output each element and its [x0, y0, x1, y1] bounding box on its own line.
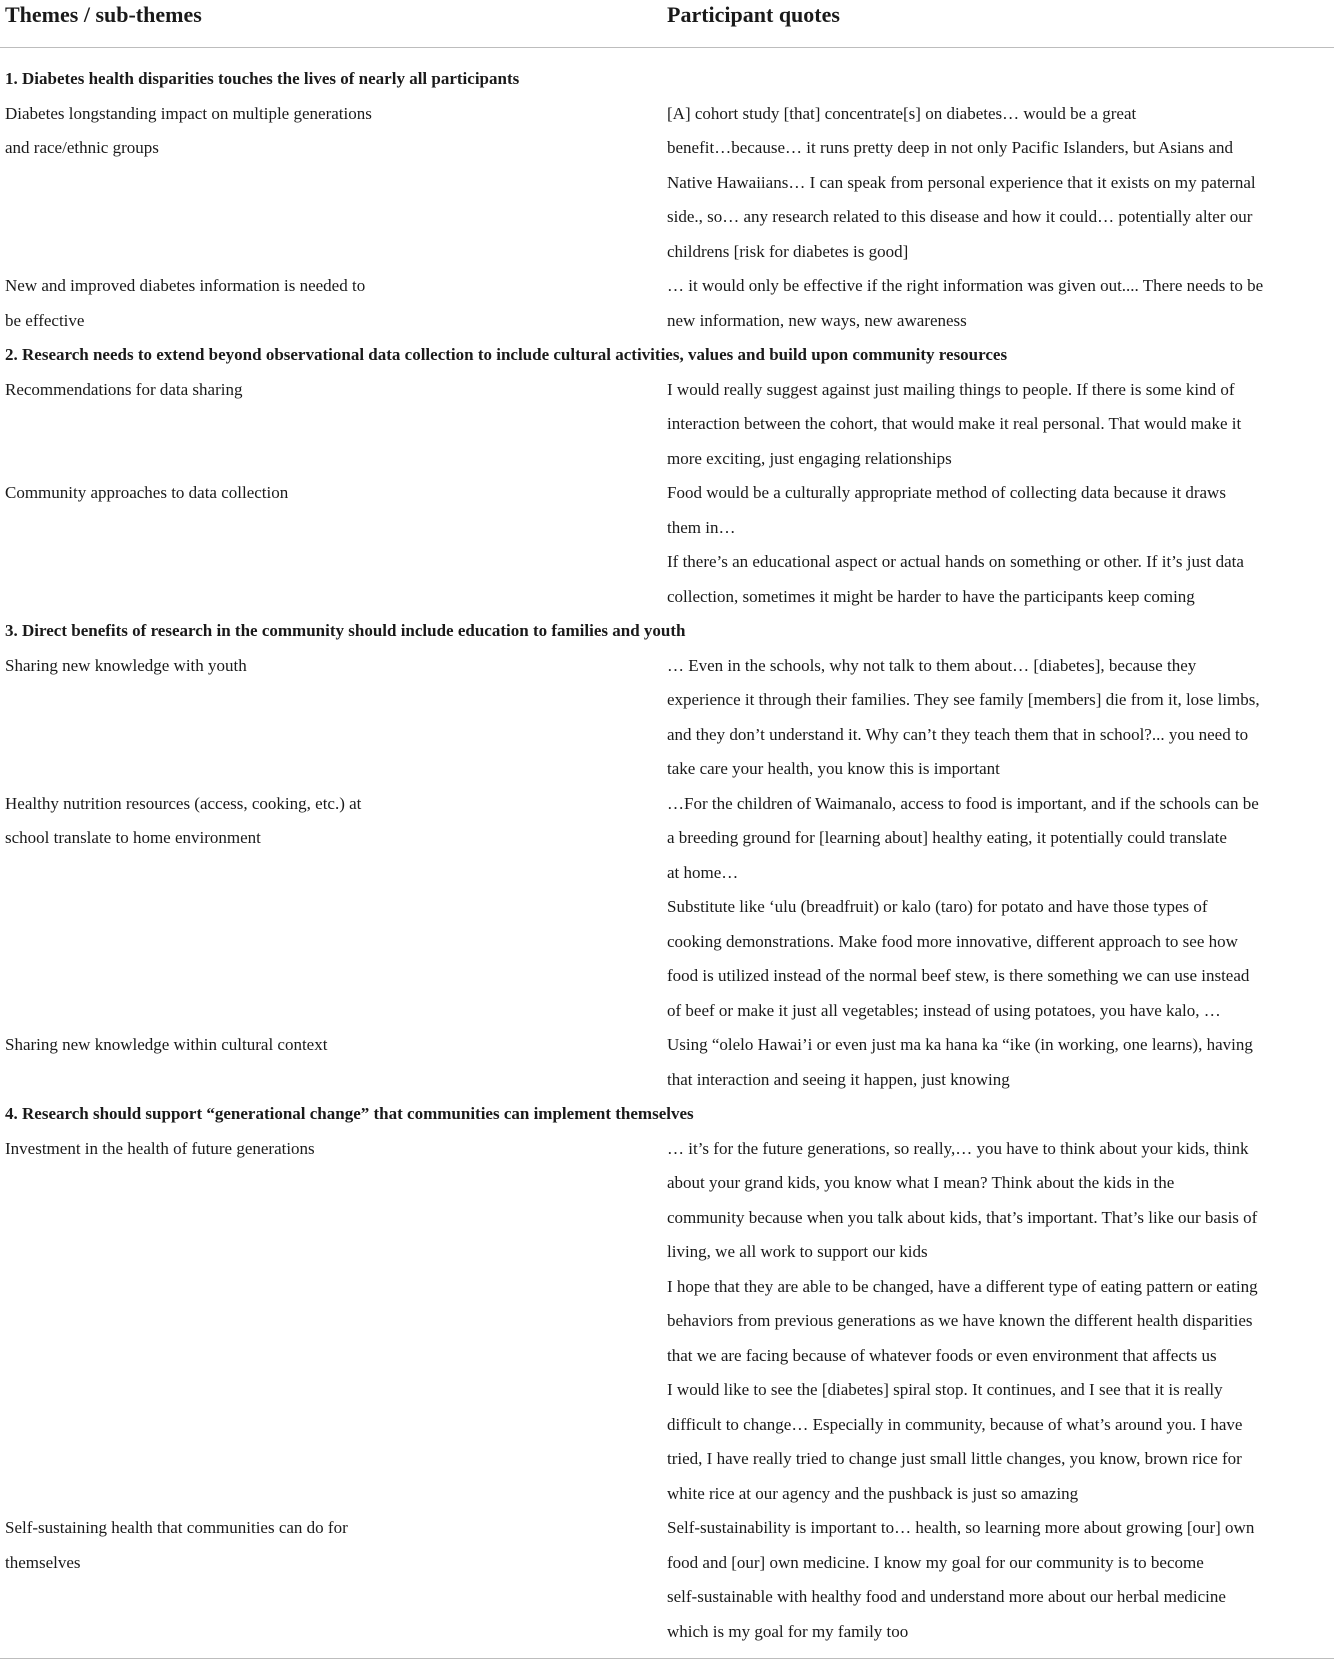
subtheme-row [0, 1511, 1334, 1649]
subtheme-label [5, 97, 425, 166]
quote-line: about your grand kids, you know what I mean? Think about the kids in the [667, 1173, 1175, 1192]
quote-line: interaction between the cohort, that would make it real personal. That would make it [667, 414, 1242, 433]
participant-quotes [667, 787, 1334, 1029]
quote-line: If there’s an educational aspect or actual hands on something or other. If it’s just data [667, 552, 1244, 571]
quote-line: community because when you talk about kids, that’s important. That’s like our basis of [667, 1207, 1258, 1227]
table-body [0, 62, 1334, 1649]
quote-line: [A] cohort study [that] concentrate[s] on diabetes… would be a great [667, 103, 1137, 123]
quote-line: a breeding ground for [learning about] healthy eating, it potentially could translate [667, 828, 1227, 847]
subtheme-row [0, 97, 1334, 270]
quote-line: at home… [667, 862, 739, 882]
quote [667, 269, 1334, 338]
participant-quotes [667, 1511, 1334, 1649]
subtheme-line: themselves [5, 1552, 81, 1572]
subtheme-row [0, 476, 1334, 614]
participant-quotes [667, 476, 1334, 614]
subtheme-line: Investment in the health of future generations [5, 1138, 315, 1158]
participant-quotes [667, 97, 1334, 270]
quote-line: food is utilized instead of the normal beef stew, is there something we can use instead [667, 966, 1250, 985]
quote-line: new information, new ways, new awareness [667, 310, 967, 330]
subtheme-line: Sharing new knowledge within cultural context [5, 1035, 328, 1054]
header-quotes: Participant quotes [667, 2, 840, 27]
header-themes: Themes / sub-themes [5, 2, 202, 27]
quote [667, 373, 1334, 477]
theme-heading: 1. Diabetes health disparities touches the lives of nearly all participants [5, 69, 520, 88]
subtheme-label [5, 787, 425, 856]
quote [667, 1270, 1334, 1374]
quote-line: experience it through their families. They see family [members] die from it, lose limbs, [667, 690, 1260, 709]
subtheme-line: Recommendations for data sharing [5, 379, 243, 399]
quote [667, 1028, 1334, 1097]
subtheme-label [5, 476, 425, 511]
quote-line: behaviors from previous generations as we have known the different health disparities [667, 1311, 1253, 1330]
quote [667, 787, 1334, 891]
participant-quotes [667, 373, 1334, 477]
theme-row [0, 1097, 1334, 1132]
theme-row [0, 62, 1334, 97]
subtheme-row [0, 1028, 1334, 1097]
subtheme-row [0, 373, 1334, 477]
subtheme-line: Self-sustaining health that communities can do for [5, 1518, 348, 1537]
quote-line: that interaction and seeing it happen, just knowing [667, 1069, 1010, 1089]
quote-line: difficult to change… Especially in community, because of what’s around you. I have [667, 1414, 1243, 1434]
quote-line: childrens [risk for diabetes is good] [667, 241, 909, 261]
participant-quotes [667, 269, 1334, 338]
quote-line: …For the children of Waimanalo, access to food is important, and if the schools can be [667, 793, 1259, 813]
subtheme-label [5, 373, 425, 408]
quote [667, 890, 1334, 1028]
quote [667, 649, 1334, 787]
subtheme-label [5, 1132, 425, 1167]
theme-heading: 4. Research should support “generational change” that communities can implement themselves [5, 1104, 694, 1123]
header-rule [0, 47, 1334, 48]
quote-line: collection, sometimes it might be harder to have the participants keep coming [667, 586, 1195, 606]
theme-heading: 3. Direct benefits of research in the community should include education to families and youth [5, 621, 686, 640]
bottom-rule [0, 1658, 1334, 1659]
quote-line: Native Hawaiians… I can speak from personal experience that it exists on my paternal [667, 172, 1256, 192]
participant-quotes [667, 1028, 1334, 1097]
quote [667, 545, 1334, 614]
quote-line: them in… [667, 517, 736, 537]
quote-line: which is my goal for my family too [667, 1621, 909, 1641]
subtheme-label [5, 269, 425, 338]
subtheme-label [5, 1028, 425, 1063]
subtheme-label [5, 1511, 425, 1580]
quote-line: self-sustainable with healthy food and understand more about our herbal medicine [667, 1587, 1226, 1606]
subtheme-line: school translate to home environment [5, 828, 261, 847]
quote-line: Using “olelo Hawai’i or even just ma ka hana ka “ike (in working, one learns), having [667, 1035, 1253, 1054]
quote-line: side., so… any research related to this disease and how it could… potentially alter our [667, 207, 1253, 226]
participant-quotes [667, 1132, 1334, 1512]
subtheme-line: Community approaches to data collection [5, 483, 289, 502]
quote-line: … it’s for the future generations, so really,… you have to think about your kids, think [667, 1138, 1249, 1158]
participant-quotes [667, 649, 1334, 787]
quote-line: I hope that they are able to be changed, have a different type of eating pattern or eating [667, 1276, 1258, 1296]
subtheme-line: Diabetes longstanding impact on multiple generations [5, 103, 372, 123]
subtheme-row [0, 1132, 1334, 1512]
quote-line: I would really suggest against just mailing things to people. If there is some kind of [667, 379, 1235, 399]
subtheme-line: Healthy nutrition resources (access, cooking, etc.) at [5, 793, 362, 813]
theme-heading: 2. Research needs to extend beyond observational data collection to include cultural activities, values and build upon community resources [5, 345, 1008, 364]
quote-line: Self-sustainability is important to… health, so learning more about growing [our] own [667, 1518, 1255, 1537]
subtheme-row [0, 787, 1334, 1029]
quote-line: … it would only be effective if the right information was given out.... There needs to be [667, 276, 1264, 295]
quote-line: Substitute like ‘ulu (breadfruit) or kalo (taro) for potato and have those types of [667, 897, 1208, 916]
quote-line: cooking demonstrations. Make food more innovative, different approach to see how [667, 931, 1238, 951]
subtheme-line: New and improved diabetes information is needed to [5, 276, 366, 295]
subtheme-line: Sharing new knowledge with youth [5, 655, 247, 675]
quote-line: … Even in the schools, why not talk to them about… [diabetes], because they [667, 655, 1197, 675]
table-header [0, 0, 1334, 46]
subtheme-row [0, 269, 1334, 338]
quote-line: living, we all work to support our kids [667, 1242, 928, 1261]
quote-line: and they don’t understand it. Why can’t they teach them that in school?... you need to [667, 724, 1249, 744]
quote [667, 476, 1334, 545]
quote-line: food and [our] own medicine. I know my goal for our community is to become [667, 1552, 1204, 1572]
subtheme-label [5, 649, 425, 684]
quote-line: tried, I have really tried to change just small little changes, you know, brown rice for [667, 1449, 1242, 1468]
quote-line: more exciting, just engaging relationships [667, 448, 952, 468]
quote-line: I would like to see the [diabetes] spiral stop. It continues, and I see that it is really [667, 1380, 1223, 1399]
quote [667, 1373, 1334, 1511]
quote-line: Food would be a culturally appropriate method of collecting data because it draws [667, 483, 1226, 502]
quote-line: benefit…because… it runs pretty deep in not only Pacific Islanders, but Asians and [667, 138, 1234, 157]
quote-line: white rice at our agency and the pushback is just so amazing [667, 1483, 1079, 1503]
subtheme-row [0, 649, 1334, 787]
quote [667, 1511, 1334, 1649]
quote-line: that we are facing because of whatever foods or even environment that affects us [667, 1345, 1217, 1365]
subtheme-line: be effective [5, 310, 85, 330]
theme-row [0, 338, 1334, 373]
subtheme-line: and race/ethnic groups [5, 138, 159, 157]
quote [667, 1132, 1334, 1270]
theme-row [0, 614, 1334, 649]
quote [667, 97, 1334, 270]
quote-line: of beef or make it just all vegetables; instead of using potatoes, you have kalo, … [667, 1000, 1221, 1020]
quote-line: take care your health, you know this is important [667, 759, 1000, 778]
